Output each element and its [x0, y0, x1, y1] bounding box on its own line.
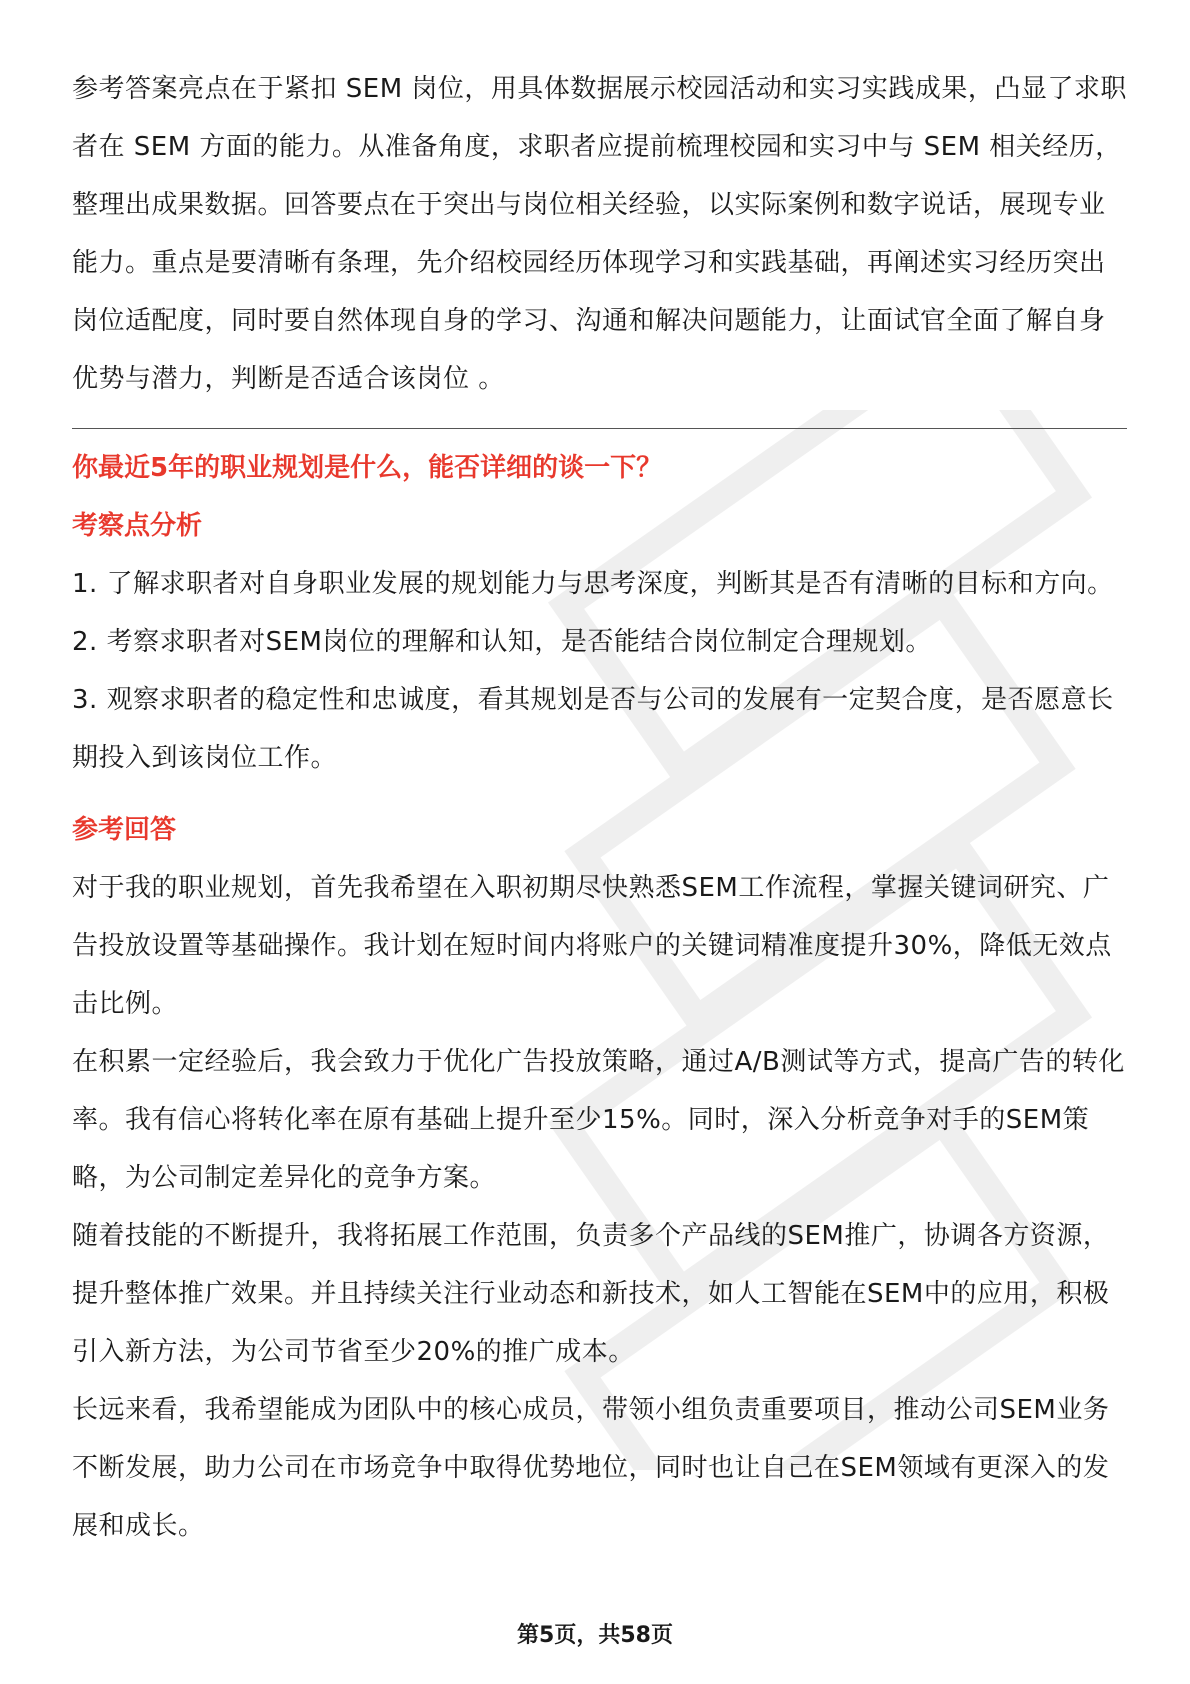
- intro-paragraph: 参考答案亮点在于紧扣 SEM 岗位，用具体数据展示校园活动和实习实践成果，凸显了求职者在 SEM 方面的能力。从准备角度，求职者应提前梳理校园和实习中与 SEM 相关经历，整理出成果数据。回答要点在于突出与岗位相关经验，以实际案例和数字说话，展现专业能力。重点是要清晰有条理，先介绍校园经历体现学习和实践基础，再阐述实习经历突出岗位适配度，同时要自然体现自身的学习、沟通和解决问题能力，让面试官全面了解自身优势与潜力，判断是否适合该岗位 。: [72, 74, 1127, 394]
- section-divider: [72, 428, 1127, 429]
- answer-paragraph: 长远来看，我希望能成为团队中的核心成员，带领小组负责重要项目，推动公司SEM业务不断发展，助力公司在市场竞争中取得优势地位，同时也让自己在SEM领域有更深入的发展和成长。: [72, 1395, 1110, 1541]
- answer-paragraph: 对于我的职业规划，首先我希望在入职初期尽快熟悉SEM工作流程，掌握关键词研究、广告投放设置等基础操作。我计划在短时间内将账户的关键词精准度提升30%，降低无效点击比例。: [72, 873, 1112, 1019]
- question-title: 你最近5年的职业规划是什么，能否详细的谈一下？: [72, 453, 663, 483]
- analysis-point: 3. 观察求职者的稳定性和忠诚度，看其规划是否与公司的发展有一定契合度，是否愿意长期投入到该岗位工作。: [72, 685, 1114, 773]
- analysis-heading: 考察点分析: [72, 511, 203, 541]
- answer-heading: 参考回答: [72, 815, 177, 845]
- analysis-point: 2. 考察求职者对SEM岗位的理解和认知，是否能结合岗位制定合理规划。: [72, 627, 932, 657]
- answer-paragraph: 在积累一定经验后，我会致力于优化广告投放策略，通过A/B测试等方式，提高广告的转化率。我有信心将转化率在原有基础上提升至少15%。同时，深入分析竞争对手的SEM策略，为公司制定差异化的竞争方案。: [72, 1047, 1125, 1193]
- document-page: [72, 60, 1127, 1555]
- answer-paragraph: 随着技能的不断提升，我将拓展工作范围，负责多个产品线的SEM推广，协调各方资源，提升整体推广效果。并且持续关注行业动态和新技术，如人工智能在SEM中的应用，积极引入新方法，为公司节省至少20%的推广成本。: [72, 1221, 1110, 1367]
- page-number: 第5页，共58页: [517, 1623, 673, 1648]
- analysis-point: 1. 了解求职者对自身职业发展的规划能力与思考深度，判断其是否有清晰的目标和方向。: [72, 569, 1114, 599]
